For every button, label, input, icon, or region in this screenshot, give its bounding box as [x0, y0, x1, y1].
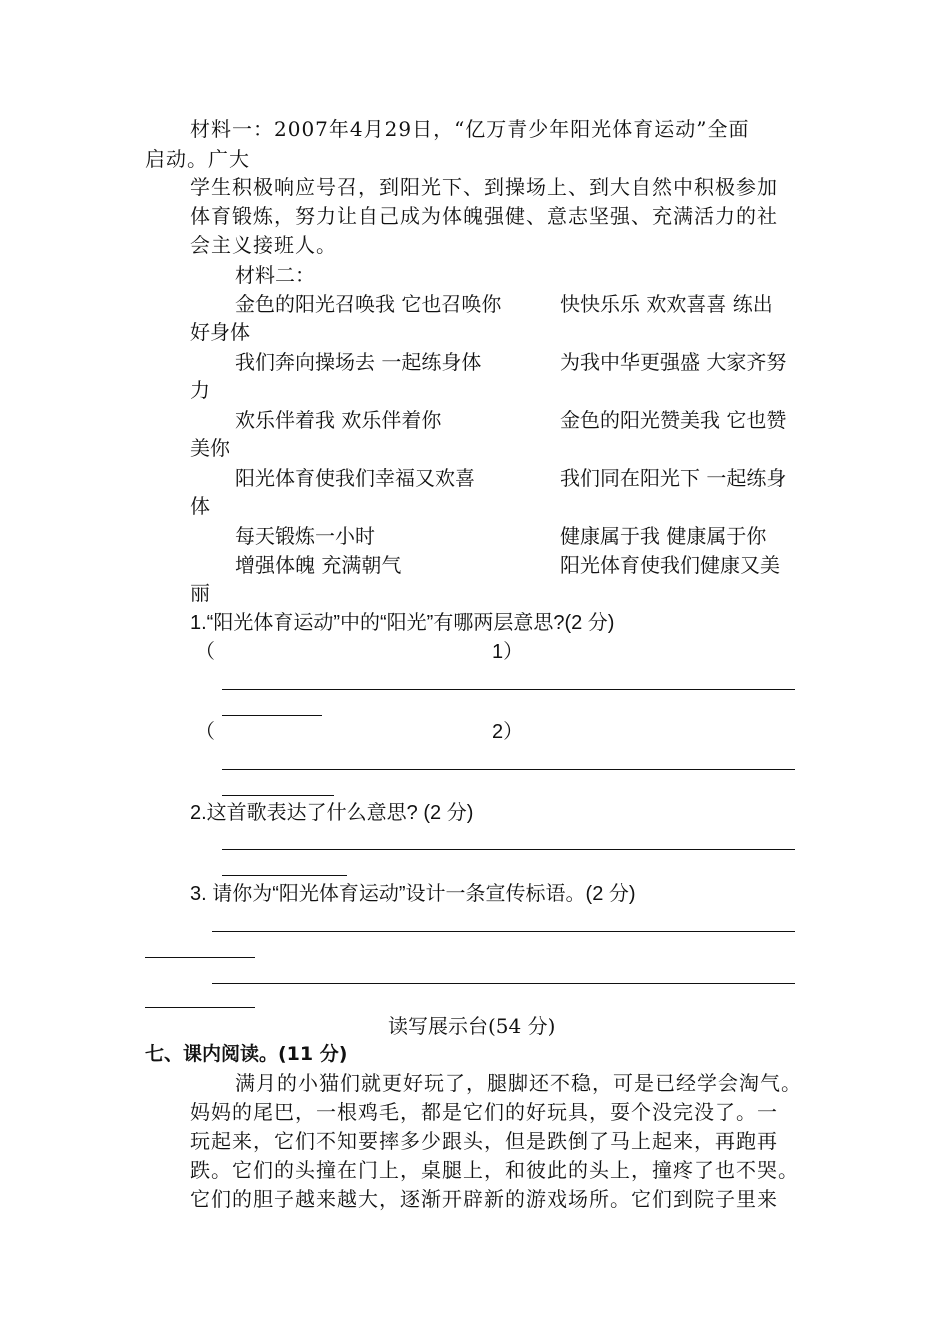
answer-line[interactable] — [222, 849, 795, 850]
paren-open: （ — [195, 641, 215, 663]
material1-line3: 学生积极响应号召，到阳光下、到操场上、到大自然中积极参加 — [190, 175, 778, 199]
material2-label: 材料二： — [235, 263, 315, 287]
passage-line1: 满月的小猫们就更好玩了，腿脚还不稳，可是已经学会淘气。 — [235, 1071, 802, 1095]
answer-line[interactable] — [145, 1007, 255, 1008]
song-right: 阳光体育使我们健康又美 — [560, 553, 780, 577]
passage-line5: 它们的胆子越来越大，逐渐开辟新的游戏场所。它们到院子里来 — [190, 1187, 778, 1211]
answer-line[interactable] — [222, 715, 322, 716]
song-left: 增强体魄 充满朝气 — [235, 553, 402, 577]
answer-line[interactable] — [222, 769, 795, 770]
section-title: 读写展示台(54 分) — [388, 1014, 556, 1038]
song-left: 每天锻炼一小时 — [235, 524, 375, 548]
sub-item-1: 1） — [492, 641, 524, 663]
question-2: 2.这首歌表达了什么意思? (2 分) — [190, 802, 474, 824]
question-1: 1.“阳光体育运动”中的“阳光”有哪两层意思?(2 分) — [190, 612, 615, 634]
answer-line[interactable] — [212, 983, 795, 984]
answer-line[interactable] — [222, 689, 795, 690]
song-wrap: 好身体 — [190, 320, 250, 344]
song-left: 欢乐伴着我 欢乐伴着你 — [235, 408, 442, 432]
material1-line2: 启动。广大 — [145, 147, 250, 171]
passage-line2: 妈妈的尾巴，一根鸡毛，都是它们的好玩具，耍个没完没了。一 — [190, 1100, 778, 1124]
song-wrap: 力 — [190, 378, 210, 402]
song-wrap: 体 — [190, 494, 210, 518]
song-right: 我们同在阳光下 一起练身 — [560, 466, 787, 490]
song-left: 我们奔向操场去 一起练身体 — [235, 350, 482, 374]
song-wrap: 丽 — [190, 581, 210, 605]
section-heading: 七、课内阅读。(11 分) — [145, 1043, 348, 1065]
song-right: 为我中华更强盛 大家齐努 — [560, 350, 787, 374]
song-wrap: 美你 — [190, 436, 230, 460]
answer-line[interactable] — [222, 795, 334, 796]
song-right: 金色的阳光赞美我 它也赞 — [560, 408, 787, 432]
answer-line[interactable] — [145, 957, 255, 958]
song-right: 健康属于我 健康属于你 — [560, 524, 767, 548]
paren-open: （ — [195, 721, 215, 743]
sub-item-2: 2） — [492, 721, 524, 743]
material1-line4: 体育锻炼，努力让自己成为体魄强健、意志坚强、充满活力的社 — [190, 204, 778, 228]
song-left: 金色的阳光召唤我 它也召唤你 — [235, 292, 502, 316]
answer-line[interactable] — [212, 931, 795, 932]
passage-line4: 跌。它们的头撞在门上，桌腿上，和彼此的头上，撞疼了也不哭。 — [190, 1158, 799, 1182]
material1-line1: 材料一：2007年4月29日，“亿万青少年阳光体育运动”全面 — [190, 117, 750, 141]
question-3: 3. 请你为“阳光体育运动”设计一条宣传标语。(2 分) — [190, 883, 636, 905]
material1-line5: 会主义接班人。 — [190, 233, 337, 257]
song-right: 快快乐乐 欢欢喜喜 练出 — [560, 292, 773, 316]
song-left: 阳光体育使我们幸福又欢喜 — [235, 466, 475, 490]
answer-line[interactable] — [222, 875, 347, 876]
passage-line3: 玩起来，它们不知要摔多少跟头，但是跌倒了马上起来，再跑再 — [190, 1129, 778, 1153]
